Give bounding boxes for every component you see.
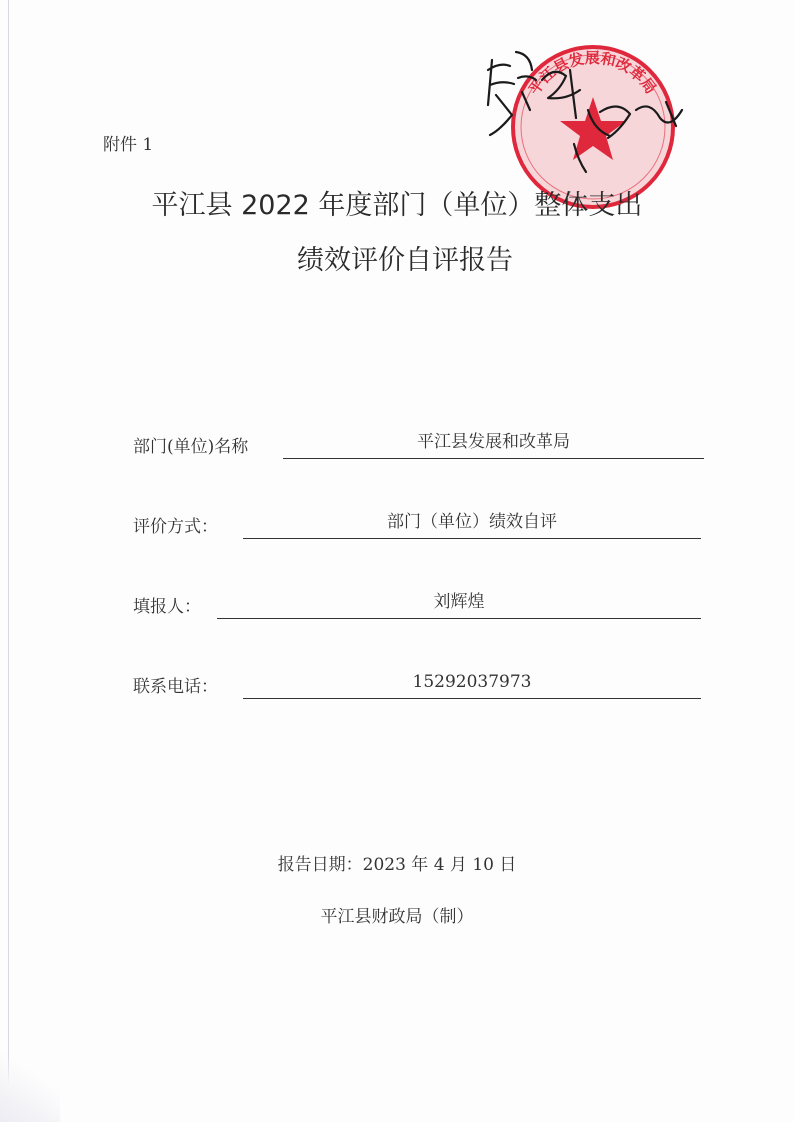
seal-text: 平江县发展和改革局 (525, 48, 660, 99)
field-label: 填报人： (133, 597, 201, 617)
issuer: 平江县财政局（制） (320, 907, 474, 927)
field-value: 平江县发展和改革局 (417, 432, 570, 452)
attachment-label: 附件 1 (103, 135, 154, 155)
field-underline (243, 510, 701, 539)
report-title-line2: 绩效评价自评报告 (297, 245, 513, 276)
page-corner-shadow (0, 1042, 60, 1122)
field-phone (133, 673, 701, 703)
field-reporter (133, 593, 701, 623)
field-underline (283, 430, 704, 459)
field-label: 部门(单位)名称 (133, 437, 249, 457)
field-underline (217, 590, 701, 619)
field-value: 刘辉煌 (433, 592, 485, 612)
field-value: 15292037973 (412, 672, 532, 692)
field-label: 联系电话： (133, 677, 218, 697)
page-edge (8, 0, 9, 1122)
report-date: 报告日期：2023 年 4 月 10 日 (277, 855, 517, 875)
field-evaluation-method (133, 513, 701, 543)
field-value: 部门（单位）绩效自评 (387, 512, 557, 532)
field-underline (243, 670, 701, 699)
report-title-line1: 平江县 2022 年度部门（单位）整体支出 (151, 190, 643, 221)
field-department-name (133, 433, 704, 463)
field-label: 评价方式： (133, 517, 218, 537)
handwritten-signature (470, 40, 700, 180)
